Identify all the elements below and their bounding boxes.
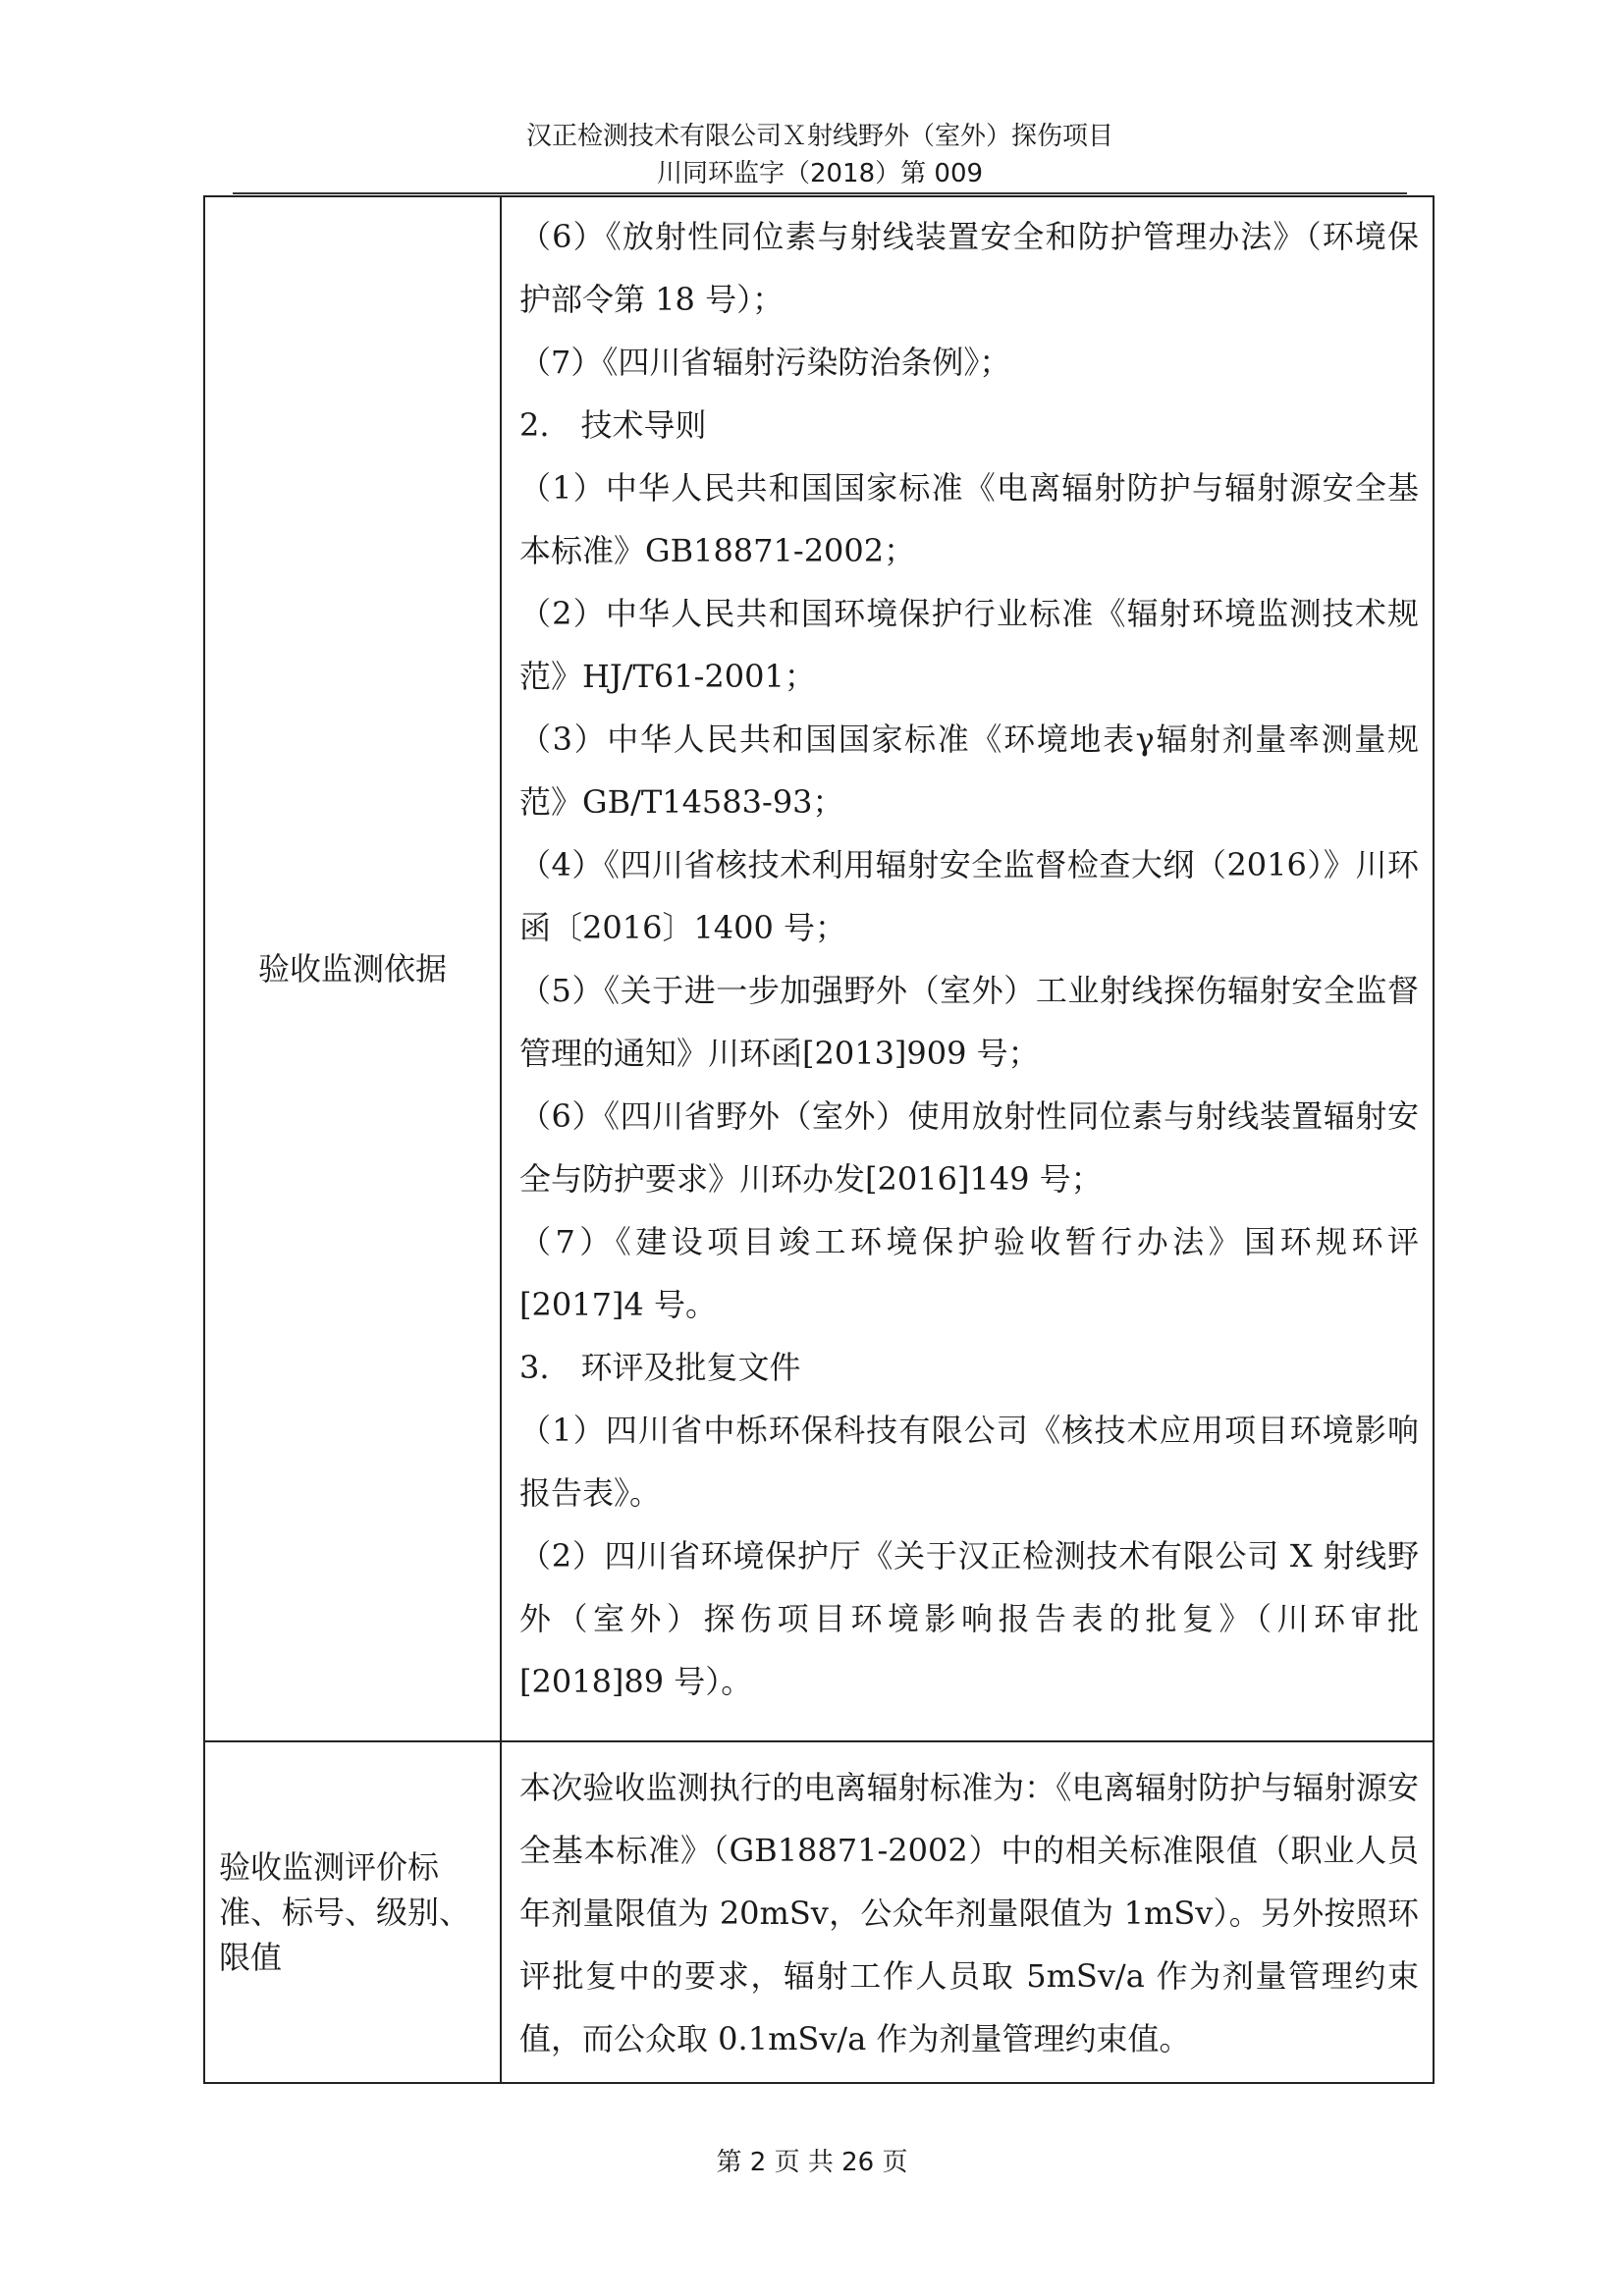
content-line: （1）中华人民共和国国家标准《电离辐射防护与辐射源安全基本标准》GB18871-2002； [519,469,1419,569]
section-heading: 3. 环评及批复文件 [519,1349,801,1386]
section-heading: 2. 技术导则 [519,406,707,444]
header-title: 汉正检测技术有限公司Ｘ射线野外（室外）探伤项目 [525,122,1113,151]
content-line: （3）中华人民共和国国家标准《环境地表γ辐射剂量率测量规范》GB/T14583-93； [519,721,1419,821]
content-table [203,195,1435,2084]
content-line: （6）《放射性同位素与射线装置安全和防护管理办法》（环境保护部令第 18 号）； [519,218,1419,318]
document-code: 川同环监字（2018）第 009 [656,159,984,188]
content-line: （6）《四川省野外（室外）使用放射性同位素与射线装置辐射安全与防护要求》川环办发[2016]149 号； [519,1097,1419,1198]
page-number: 第 2 页 共 26 页 [716,2148,908,2177]
row-content-cell [501,1741,1434,2083]
row-label-cell [204,1741,501,2083]
row-content-cell [501,196,1434,1741]
content-line: （7）《四川省辐射污染防治条例》； [519,344,1011,381]
row-label: 验收监测依据 [257,950,447,988]
table-row [204,1741,1434,2083]
row-label-cell [204,196,501,1741]
header-rule [233,192,1407,194]
row-label: 验收监测评价标准、标号、级别、限值 [219,1848,471,1976]
content-line: （4）《四川省核技术利用辐射安全监督检查大纲（2016）》川环函〔2016〕1400 号； [519,846,1419,946]
content-line: （7）《建设项目竣工环境保护验收暂行办法》国环规环评[2017]4 号。 [519,1223,1419,1323]
content-paragraph: 本次验收监测执行的电离辐射标准为：《电离辐射防护与辐射源安全基本标准》（GB18871-2002）中的相关标准限值（职业人员年剂量限值为 20mSv，公众年剂量限值为 1mSv）。另外按照环评批复中的要求，辐射工作人员取 5mSv/a 作为剂量管理约束值，而公众取 0.1mSv/a 作为剂量管理约束值。 [519,1769,1419,2057]
content-line: （5）《关于进一步加强野外（室外）工业射线探伤辐射安全监督管理的通知》川环函[2013]909 号； [519,972,1419,1072]
content-line: （2）四川省环境保护厅《关于汉正检测技术有限公司 X 射线野外（室外）探伤项目环境影响报告表的批复》（川环审批[2018]89 号）。 [519,1537,1419,1700]
table-row [204,196,1434,1741]
content-line: （2）中华人民共和国环境保护行业标准《辐射环境监测技术规范》HJ/T61-2001； [519,595,1419,695]
content-line: （1）四川省中栎环保科技有限公司《核技术应用项目环境影响报告表》。 [519,1412,1419,1512]
